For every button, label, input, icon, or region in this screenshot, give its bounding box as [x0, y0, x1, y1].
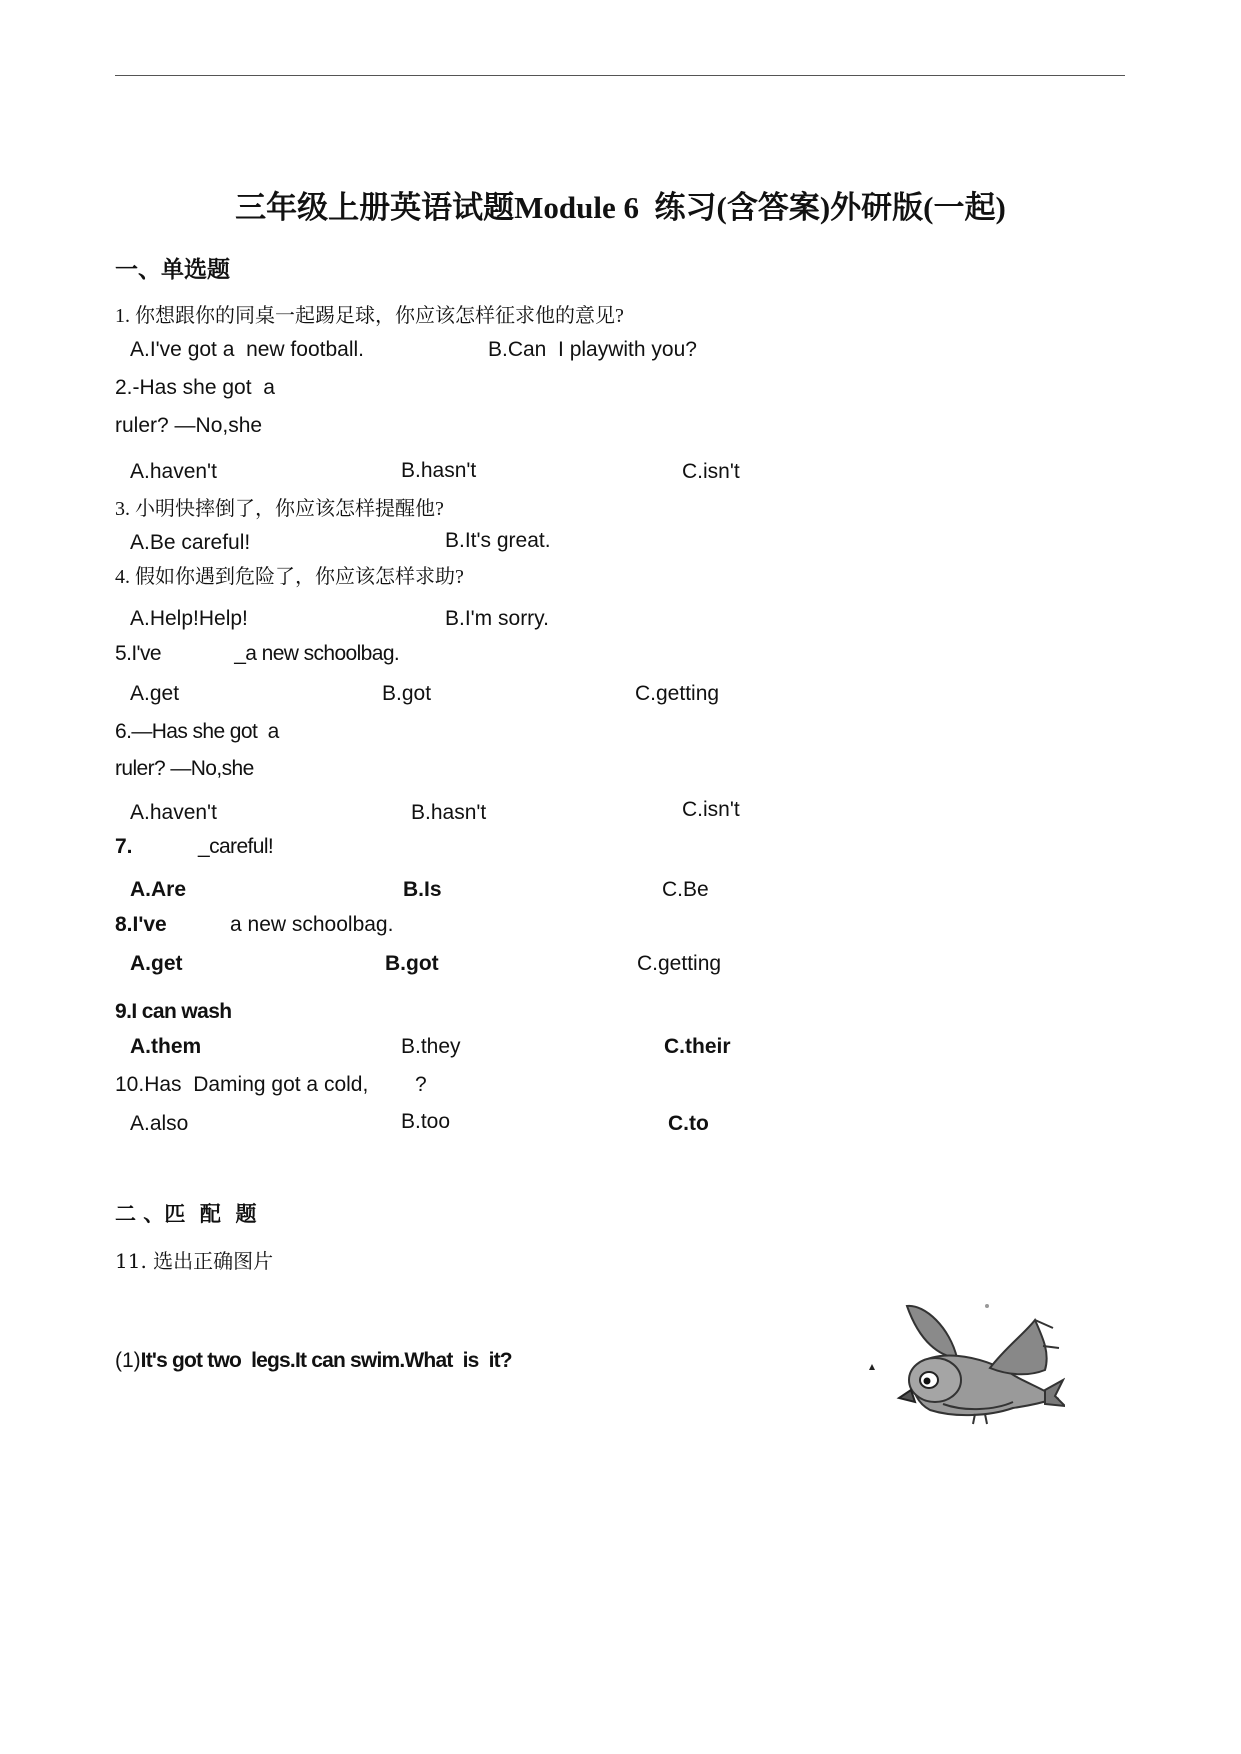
question-10-stem: 10.Has Daming got a cold,: [115, 1073, 369, 1096]
q5-option-b: B.got: [382, 682, 432, 705]
q6-option-b: B.hasn't: [411, 801, 487, 824]
sub1-number: (1): [115, 1349, 141, 1372]
question-11-stem: 11. 选出正确图片: [115, 1249, 274, 1273]
bird-illustration-icon: [895, 1298, 1065, 1433]
question-11-sub1: [115, 1349, 512, 1373]
question-8-stem: a new schoolbag.: [230, 913, 394, 936]
q7-option-c: C.Be: [662, 878, 709, 901]
question-3-stem: 3. 小明快摔倒了，你应该怎样提醒他?: [115, 498, 444, 520]
q10-option-c: C.to: [668, 1112, 709, 1135]
q2-option-c: C.isn't: [682, 460, 740, 483]
question-8-number: 8.I've: [115, 913, 167, 936]
q10-option-b: B.too: [401, 1110, 451, 1133]
question-9-stem: 9.I can wash: [115, 1000, 232, 1023]
question-7-number: 7.: [115, 835, 133, 858]
q8-option-a: A.get: [130, 952, 183, 975]
q9-option-c: C.their: [664, 1035, 731, 1058]
option-marker-icon: [869, 1364, 875, 1370]
page-title: 三年级上册英语试题Module 6 练习(含答案)外研版(一起): [235, 190, 1006, 225]
q6-option-c: C.isn't: [682, 798, 740, 821]
question-5-stem: 5.I've _a new schoolbag.: [115, 642, 400, 665]
q8-option-c: C.getting: [637, 952, 722, 975]
q2-option-b: B.hasn't: [401, 459, 477, 482]
q7-option-b: B.Is: [403, 878, 442, 901]
q7-option-a: A.Are: [130, 878, 187, 901]
question-7-stem: _careful!: [198, 835, 274, 858]
q3-option-a: A.Be careful!: [130, 531, 251, 554]
q4-option-a: A.Help!Help!: [130, 607, 248, 630]
q9-option-a: A.them: [130, 1035, 202, 1058]
q1-option-a: A.I've got a new football.: [130, 338, 364, 361]
section-2-heading: 二 、匹 配 题: [115, 1202, 257, 1226]
q2-option-a: A.haven't: [130, 460, 217, 483]
header-rule: [115, 75, 1125, 76]
q9-option-b: B.they: [401, 1035, 461, 1058]
question-1-stem: 1. 你想跟你的同桌一起踢足球，你应该怎样征求他的意见?: [115, 305, 624, 327]
q6-option-a: A.haven't: [130, 801, 217, 824]
q1-option-b: B.Can I playwith you?: [488, 338, 697, 361]
question-10-mark: ?: [415, 1073, 427, 1096]
question-2-stem-line2: ruler? —No,she: [115, 414, 263, 437]
q4-option-b: B.I'm sorry.: [445, 607, 549, 630]
q8-option-b: B.got: [385, 952, 439, 975]
question-6-stem-line1: 6.—Has she got a: [115, 720, 279, 743]
section-1-heading: 一、单选题: [115, 257, 230, 283]
question-6-stem-line2: ruler? —No,she: [115, 757, 254, 780]
question-2-stem-line1: 2.-Has she got a: [115, 376, 275, 399]
q3-option-b: B.It's great.: [445, 529, 551, 552]
q10-option-a: A.also: [130, 1112, 189, 1135]
question-4-stem: 4. 假如你遇到危险了，你应该怎样求助?: [115, 566, 464, 588]
q5-option-c: C.getting: [635, 682, 720, 705]
q5-option-a: A.get: [130, 682, 180, 705]
sub1-text: It's got two legs.It can swim.What is it?: [140, 1349, 512, 1372]
